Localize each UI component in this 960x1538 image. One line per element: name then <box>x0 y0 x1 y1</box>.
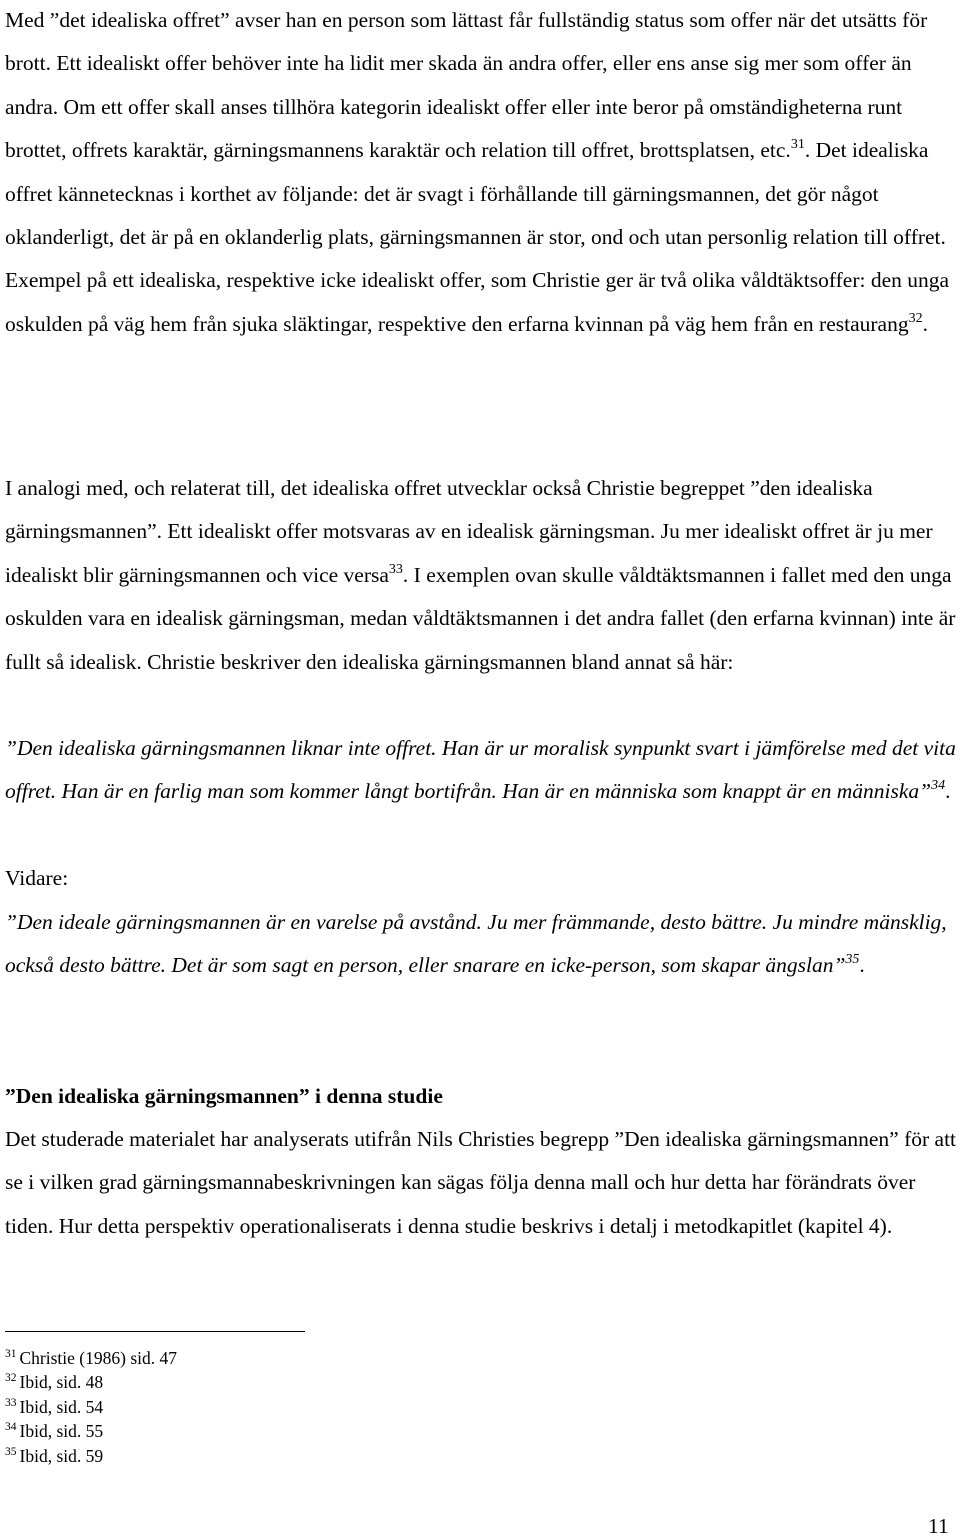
quote-text: ”Den idealiska gärningsmannen liknar inte offret. Han är ur moralisk synpunkt svart i jämförelse med det vita offret. Han är en farlig man som kommer långt bortifrån. Han är en människa som knappt är en människa” <box>5 736 956 804</box>
footnotes <box>5 1346 177 1468</box>
paragraph-text: . I exemplen ovan skulle våldtäktsmannen i fallet med den unga oskulden vara en idealisk gärningsman, medan våldtäktsmannen i det andra fallet (den erfarna kvinnan) inte är fullt så idealisk. Christie beskriver den idealiska gärningsmannen bland annat så här: <box>5 562 956 674</box>
vidare-label: Vidare: <box>5 866 69 890</box>
footnote-text: Ibid, sid. 48 <box>19 1372 104 1393</box>
quote-ideal-offender <box>5 727 957 814</box>
section-heading: ”Den idealiska gärningsmannen” i denna studie <box>5 1084 443 1108</box>
footnote-number: 32 <box>5 1372 17 1385</box>
footnote-item <box>5 1395 177 1419</box>
quote-distant-offender <box>5 901 957 988</box>
quote-end: . <box>859 953 865 978</box>
quote-text: ”Den ideale gärningsmannen är en varelse på avstånd. Ju mer främmande, desto bättre. Ju mindre mänsklig, också desto bättre. Det är som sagt en person, eller snarare en icke-person, som skapar ängslan” <box>5 910 947 978</box>
footnote-number: 34 <box>5 1421 17 1434</box>
footnote-text: Ibid, sid. 59 <box>19 1445 104 1466</box>
footnote-ref[interactable]: 32 <box>908 310 923 326</box>
quote-end: . <box>945 779 951 804</box>
footnote-text: Christie (1986) sid. 47 <box>19 1348 177 1368</box>
paragraph-ideal-victim <box>5 0 957 346</box>
footnote-item <box>5 1370 177 1394</box>
paragraph-ideal-offender <box>5 467 957 684</box>
paragraph-text: . <box>922 311 928 336</box>
footnote-ref[interactable]: 35 <box>845 952 860 968</box>
paragraph-text: Med ”det idealiska offret” avser han en person som lättast får fullständig status som offer när det utsätts för brott. Ett idealiskt offer behöver inte ha lidit mer skada än andra offer, eller ens anse sig mer som offer än andra. Om ett offer skall anses tillhöra kategorin idealiskt offer eller inte beror på omständigheterna runt brottet, offrets karaktär, gärningsmannens karaktär och relation till offret, brottsplatsen, etc. <box>5 8 928 163</box>
footnote-number: 31 <box>5 1348 17 1360</box>
footnote-text: Ibid, sid. 55 <box>19 1421 104 1442</box>
page-number: 11 <box>928 1514 949 1538</box>
paragraph-study: Det studerade materialet har analyserats utifrån Nils Christies begrepp ”Den idealiska gärningsmannen” för att se i vilken grad gärningsmannabeskrivningen kan sägas följa denna mall och hur detta har förändrats över tiden. Hur detta perspektiv operationaliserats i denna studie beskrivs i detalj i metodkapitlet (kapitel 4). <box>5 1127 957 1238</box>
paragraph-text: I analogi med, och relaterat till, det idealiska offret utvecklar också Christie begreppet ”den idealiska gärningsmannen”. Ett idealiskt offer motsvaras av en idealisk gärningsman. Ju mer idealiskt offret är ju mer idealiskt blir gärningsmannen och vice versa <box>5 476 933 587</box>
footnote-item <box>5 1419 177 1443</box>
footnote-ref[interactable]: 34 <box>931 778 946 794</box>
footnote-item <box>5 1444 177 1468</box>
footnote-ref[interactable]: 31 <box>790 137 805 153</box>
footnote-divider <box>5 1331 305 1332</box>
footnote-item <box>5 1346 177 1370</box>
footnote-text: Ibid, sid. 54 <box>19 1396 104 1417</box>
footnote-number: 33 <box>5 1396 17 1409</box>
footnote-number: 35 <box>5 1445 17 1458</box>
footnote-ref[interactable]: 33 <box>388 561 403 577</box>
paragraph-text: . Det idealiska offret kännetecknas i korthet av följande: det är svagt i förhållande till gärningsmannen, det gör något oklanderligt, det är på en oklanderlig plats, gärningsmannen är stor, ond och utan personlig relation till offret. Exempel på ett idealiska, respektive icke idealiskt offer, som Christie ger är två olika våldtäktsoffer: den unga oskulden på väg hem från sjuka släktingar, respektive den erfarna kvinnan på väg hem från en restaurang <box>5 138 950 336</box>
